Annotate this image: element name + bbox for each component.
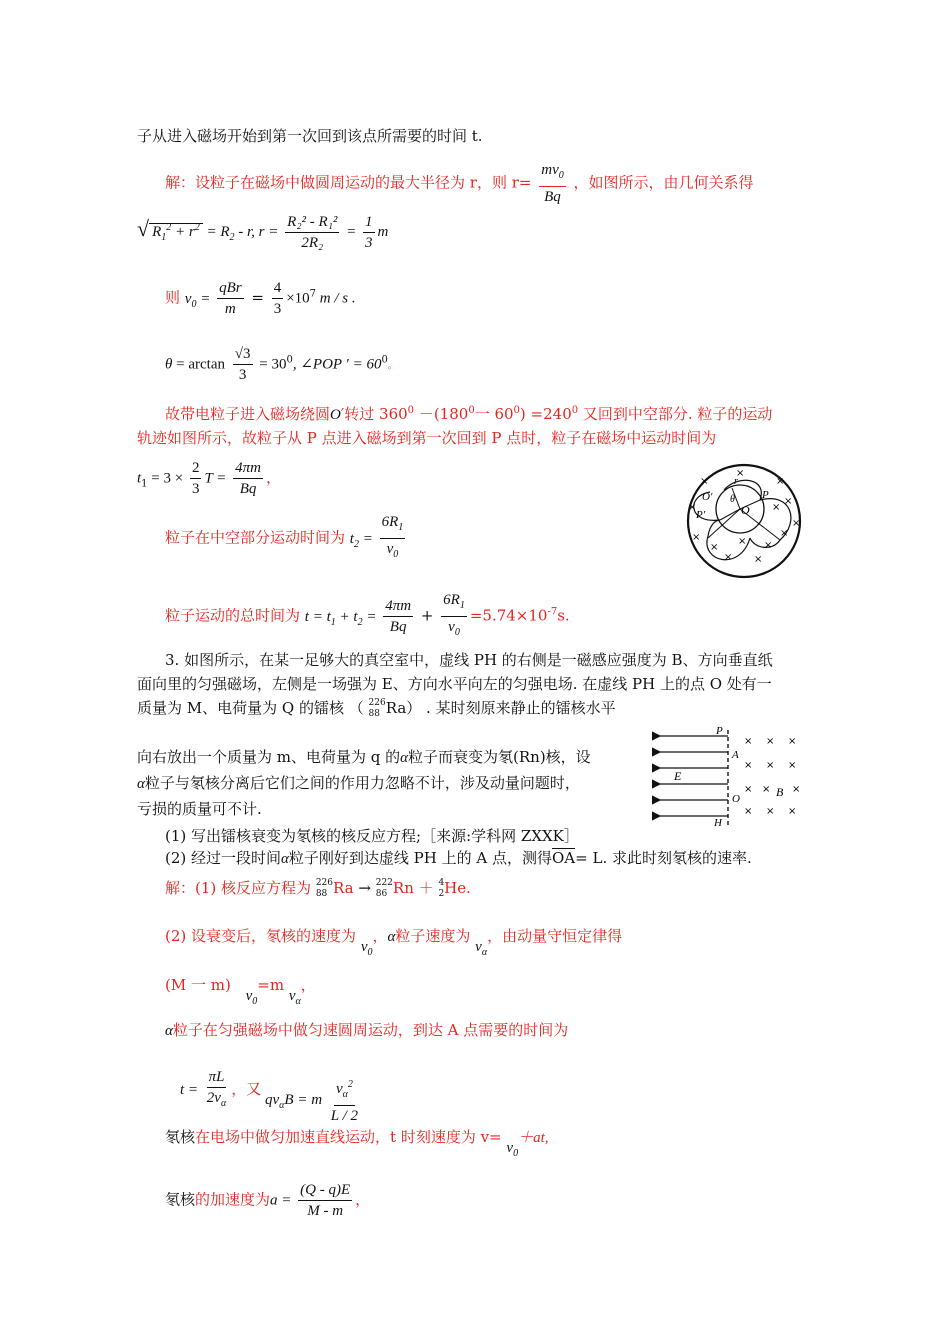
fig1-label-Oprime: O′: [702, 491, 713, 503]
q3-line5-text: 粒子与氡核分离后它们之间的作用力忽略不计，涉及动量问题时，: [144, 774, 580, 792]
q3-line4: [137, 746, 591, 769]
solution-radius-text: 解：设粒子在磁场中做圆周运动的最大半径为 r，则 r=: [165, 173, 532, 192]
total-plus2: +: [416, 606, 439, 625]
cross: ×: [766, 806, 775, 817]
cross: ×: [788, 760, 797, 771]
momentum-va-sub: α: [295, 996, 301, 1007]
rn-a-frac-den: M - m: [307, 1203, 344, 1219]
sol3-ra: Ra: [333, 879, 354, 897]
time-frac-num: πL: [207, 1067, 227, 1088]
ra-nuclide-label: [369, 698, 386, 720]
t2-fraction: [380, 512, 406, 565]
eq-r-pow: 2: [166, 221, 172, 233]
cross: ×: [772, 502, 781, 513]
rn-accel-line: [165, 1126, 549, 1159]
magnetic-ring-figure: [680, 462, 808, 580]
rn-accel-lead-black: 氡核: [165, 1128, 196, 1146]
t1-fraction: [190, 458, 202, 499]
cross: ×: [788, 806, 797, 817]
ra-z: 88: [368, 709, 380, 719]
alpha-symbol: α: [165, 1023, 173, 1039]
v0-frac2-num: 4: [272, 278, 284, 299]
cross: ×: [744, 736, 753, 747]
fig1-label-r: r: [734, 476, 738, 487]
t1-frac2-num: 4πm: [233, 458, 263, 479]
r-frac-den: 2R₂: [301, 235, 324, 251]
force-frac-den: L / 2: [330, 1108, 359, 1124]
sol3b-lead: (2) 设衰变后，氡核的速度为: [165, 927, 357, 945]
cross: ×: [692, 532, 701, 543]
v0-eq: =: [196, 290, 215, 307]
q3-sub2-c: = L. 求此时刻氡核的速率.: [575, 849, 752, 867]
q3-line3: [137, 697, 616, 720]
eq-r-pow-b: 2: [194, 221, 200, 233]
v0-exp: 7: [309, 288, 317, 300]
total-s1: 1: [330, 616, 336, 628]
field-arrows: [660, 736, 728, 816]
sqrt-equation: [137, 212, 388, 253]
momentum-tail: ，: [300, 976, 316, 994]
fig2-label-E: E: [674, 769, 682, 783]
rn-a-symbol: a =: [270, 1192, 296, 1209]
v0-lead: 则: [165, 288, 181, 307]
fig1-label-P: P: [762, 489, 769, 501]
time-also: ，又: [231, 1081, 262, 1098]
cross: ×: [710, 542, 719, 553]
cross: ×: [736, 468, 745, 479]
solution-radius-line: [165, 160, 754, 207]
fig1-label-theta: θ: [730, 494, 735, 505]
turn-f: 0: [513, 405, 520, 416]
t1-frac2-den: Bq: [239, 481, 257, 497]
q3-line3-a: 质量为 M、电荷量为 Q 的镭核 （: [137, 699, 364, 717]
fig2-label-B: B: [776, 785, 784, 799]
force-frac-num-sup: 2: [347, 1079, 353, 1090]
theta-frac-num: √3: [233, 344, 253, 365]
cross: ×: [744, 760, 753, 771]
sol3-rn: Rn ＋: [392, 879, 434, 897]
theta-symbol: θ: [165, 356, 173, 373]
theta-arctan: = arctan: [172, 356, 225, 373]
ra-reactant-label: [316, 878, 333, 900]
momentum-v0-sub: 0: [252, 996, 258, 1007]
t2-symbol: t: [349, 530, 354, 547]
rn-accel-v0: v: [506, 1140, 514, 1156]
sol3-lead: 解：(1) 核反应方程为: [165, 879, 312, 897]
reaction-arrow: →: [358, 879, 371, 897]
t2-frac-num-sub: 1: [398, 522, 404, 533]
momentum-eq: =m: [257, 976, 285, 994]
cross: ×: [754, 554, 763, 565]
fig2-crosses: [744, 736, 800, 817]
turn-paragraph-line1: [165, 400, 772, 426]
cross: ×: [792, 518, 801, 529]
theta-angle: , ∠POP ′ = 60: [292, 356, 382, 373]
t1-symbol: t: [137, 470, 142, 487]
alpha-symbol: α: [281, 851, 289, 867]
radius-numerator-sub: 0: [558, 170, 564, 181]
eq-r-sub2: 2: [229, 231, 235, 243]
q3-line6: 亏损的质量可不计.: [137, 800, 262, 818]
total-lead: 粒子运动的总时间为: [165, 606, 301, 625]
fig2-label-H: H: [714, 817, 722, 829]
sol3-he-mass: 4: [438, 878, 445, 888]
total-f2-num: 6R: [443, 592, 460, 608]
turn-i: 又回到中空部分. 粒子的运动: [578, 405, 773, 423]
rn-a-frac-num: (Q - q)E: [298, 1180, 352, 1201]
t2-frac-num: 6R: [381, 514, 399, 530]
force-fraction: [329, 1075, 360, 1126]
total-f1-den: Bq: [389, 619, 407, 635]
rn-accel-tail: ＋at,: [518, 1130, 549, 1146]
total-s2: 2: [357, 616, 363, 628]
t2-frac-den: v: [386, 541, 394, 557]
fig2-label-P: P: [716, 725, 723, 737]
t1-sub: 1: [141, 478, 148, 490]
time-frac-den-sub: α: [220, 1098, 227, 1109]
force-qv-sub: α: [279, 1099, 285, 1111]
t1-tail: ，: [266, 468, 282, 487]
total-time-equation: [165, 590, 570, 643]
momentum-v0: v: [245, 988, 253, 1004]
q3-line4-b: 粒子而衰变为氡(Rn)核，设: [408, 748, 591, 766]
total-fraction-2: [441, 590, 467, 643]
t1-T: T =: [204, 470, 231, 487]
q3-sub2-a: (2) 经过一段时间: [165, 849, 282, 867]
theta-deg2: 0: [381, 354, 388, 366]
cross: ×: [766, 736, 775, 747]
sol3b-va: v: [475, 939, 482, 955]
turn-b: ′转过 360: [340, 405, 408, 423]
t2-frac-den-sub: 0: [393, 549, 399, 560]
v0-frac2-den: 3: [273, 301, 282, 317]
time-equation: [180, 1065, 363, 1124]
force-B: B = m: [284, 1091, 323, 1108]
sqrt-radicand: [149, 221, 203, 243]
sol3b-comma: ，: [372, 927, 388, 945]
sol3b-va-sub: α: [481, 947, 488, 958]
q3-sub2: [165, 847, 752, 870]
sol3b-v0: v: [360, 939, 368, 955]
sqrt-sign: √: [137, 215, 150, 241]
v0-fraction-2: [272, 278, 284, 319]
v0-sub: 0: [191, 298, 197, 310]
third-num: 1: [363, 212, 375, 233]
turn-paragraph-line2: 轨迹如图所示，故粒子从 P 点进入磁场到第一次回到 P 点时，粒子在磁场中运动时间为: [137, 429, 717, 447]
cross: ×: [784, 496, 793, 507]
cross: ×: [744, 806, 753, 817]
momentum-va: v: [288, 988, 296, 1004]
total-f1-num: 4πm: [383, 596, 413, 617]
r-frac-num: R₂² - R₁²: [285, 212, 339, 233]
alpha-circular-text: 粒子在匀强磁场中做匀速圆周运动，到达 A 点需要的时间为: [172, 1021, 569, 1039]
eq-equals-2: =: [342, 223, 361, 240]
sol3-he: He.: [444, 879, 471, 897]
fig2-label-A: A: [732, 749, 739, 761]
time-frac-den: 2v: [206, 1090, 221, 1106]
v0-symbol: v: [184, 290, 192, 307]
q3-line5: [137, 772, 580, 795]
rn-product-label: [376, 878, 393, 900]
t1-equation: [137, 458, 281, 499]
q3-line2: 面向里的匀强磁场，左侧是一场强为 E、方向水平向左的匀强电场. 在虚线 PH 上的点 O 处有一: [137, 675, 772, 693]
alpha-symbol: α: [400, 750, 409, 766]
third-den: 3: [365, 235, 373, 251]
eq-minus: - r, r =: [234, 223, 283, 240]
sol3b-line: [165, 925, 623, 958]
rn-a-fraction: [298, 1180, 352, 1221]
rn-a-tail: ，: [355, 1190, 371, 1209]
eq-r-sub1: 1: [161, 231, 167, 243]
total-f2-num-sub: 1: [459, 600, 465, 611]
momentum-equation: [165, 974, 316, 1007]
q3-sub1: (1) 写出镭核衰变为氡核的核反应方程;［来源:学科网 ZXXK］: [165, 827, 579, 845]
sol3b-v0-sub: 0: [367, 947, 373, 958]
eq-unit-m: m: [377, 223, 389, 240]
field-figure: [652, 722, 810, 830]
turn-o: O: [330, 407, 341, 423]
alpha-symbol: α: [137, 776, 145, 792]
theta-deg: 0: [286, 354, 293, 366]
t2-eq: =: [358, 530, 377, 547]
force-frac-num: v: [335, 1081, 343, 1097]
rn-a-lead-black: 氡核: [165, 1190, 196, 1209]
v0-unit: m / s .: [316, 290, 356, 307]
t1-eq: = 3 ×: [147, 470, 187, 487]
rn-accel-lead-red: 在电场中做匀加速直线运动，t 时刻速度为 v=: [195, 1128, 502, 1146]
rn-accel-v0-sub: 0: [513, 1148, 519, 1159]
third-fraction: [363, 212, 375, 253]
time-t: t =: [180, 1081, 202, 1098]
turn-c: －(180: [414, 405, 469, 423]
total-result: =5.74×10: [469, 606, 548, 625]
solution-radius-tail: ，如图所示，由几何关系得: [573, 173, 754, 192]
radius-numerator: mv: [541, 162, 559, 178]
cross: ×: [762, 784, 771, 795]
turn-d: 0: [468, 405, 475, 416]
cross: ×: [780, 528, 789, 539]
t2-equation: [165, 512, 408, 565]
alpha-symbol: α: [387, 929, 396, 945]
sol3-rn-mass: 222: [375, 878, 393, 888]
t2-lead: 粒子在中空部分运动时间为: [165, 528, 346, 547]
sol3-ra-z: 88: [315, 889, 328, 899]
fig1-label-O: O: [741, 503, 750, 517]
theta-frac-den: 3: [238, 367, 247, 383]
total-t: t = t: [304, 608, 331, 625]
t2-sub: 2: [353, 538, 359, 550]
total-f2-den: v: [448, 619, 455, 635]
time-fraction: [205, 1067, 228, 1114]
cross: ×: [738, 536, 747, 547]
cross: ×: [724, 552, 733, 563]
force-qv: qv: [264, 1091, 280, 1108]
cross: ×: [788, 736, 797, 747]
total-fraction-1: [383, 596, 413, 637]
cross: ×: [700, 476, 709, 487]
fig2-label-O: O: [732, 793, 740, 805]
radius-denominator: Bq: [544, 189, 561, 205]
total-eq: =: [362, 608, 381, 625]
total-exp: -7: [547, 606, 558, 618]
fig1-label-Pprime: P′: [696, 509, 706, 521]
sol3-rn-z: 86: [375, 889, 388, 899]
cross: ×: [744, 784, 753, 795]
sol3b-tail: ，由动量守恒定律得: [487, 927, 623, 945]
t1-fraction-2: [233, 458, 263, 499]
ra-mass: 226: [368, 698, 386, 708]
radius-fraction: [539, 160, 566, 207]
q3-sub2-b: 粒子刚好到达虚线 PH 上的 A 点，测得: [288, 849, 552, 867]
intro-line: 子从进入磁场开始到第一次回到该点所需要的时间 t.: [137, 127, 483, 145]
momentum-lead: (M 一 m): [165, 976, 231, 994]
total-plus: + t: [335, 608, 358, 625]
sol3-line1: [165, 877, 471, 900]
q3-line1: 3. 如图所示，在某一足够大的真空室中，虚线 PH 的右侧是一磁感应强度为 B、方向垂直纸: [165, 651, 773, 669]
rn-a-line: [165, 1180, 370, 1221]
rn-a-lead-red: 的加速度为: [195, 1190, 271, 1209]
v0-frac-den: m: [224, 301, 236, 317]
total-f2-den-sub: 0: [454, 627, 460, 638]
cross: ×: [792, 784, 801, 795]
q3-line4-a: 向右放出一个质量为 m、电荷量为 q 的: [137, 748, 401, 766]
sol3-ra-mass: 226: [315, 878, 333, 888]
v0-fraction: [217, 278, 244, 319]
cross: ×: [764, 540, 773, 551]
eq-r: R: [152, 223, 162, 240]
v0-frac-num: qBr: [217, 278, 244, 299]
theta-dot: 。: [387, 360, 398, 372]
sol3b-mid: 粒子速度为: [395, 927, 471, 945]
t1-frac-den: 3: [191, 481, 200, 497]
turn-h: 0: [571, 405, 579, 416]
theta-fraction: [233, 344, 253, 385]
cross: ×: [766, 760, 775, 771]
theta-equation: [165, 344, 398, 385]
alpha-circular-line: [165, 1019, 568, 1042]
oa-segment: OA: [552, 849, 576, 867]
total-unit: s.: [557, 606, 570, 625]
v0-eq2: =: [246, 288, 269, 307]
force-frac-num-sub: α: [342, 1089, 348, 1100]
turn-deg: 0: [407, 405, 415, 416]
t1-frac-num: 2: [190, 458, 202, 479]
sol3-he-z: 2: [438, 889, 445, 899]
v0-tail: ×10: [286, 290, 310, 307]
turn-g: ) =240: [519, 405, 572, 423]
theta-eq2: = 30: [255, 356, 287, 373]
q3-line3-b: Ra） . 某时刻原来静止的镭核水平: [385, 699, 616, 717]
cross: ×: [688, 502, 697, 513]
eq-equals-r: = R: [202, 223, 230, 240]
r-fraction: [285, 212, 339, 253]
turn-a: 故带电粒子进入磁场绕圆: [165, 405, 331, 423]
v0-equation: [165, 278, 356, 319]
eq-plus: + r: [171, 223, 195, 240]
turn-e: 一 60: [474, 405, 514, 423]
cross: ×: [776, 476, 785, 487]
